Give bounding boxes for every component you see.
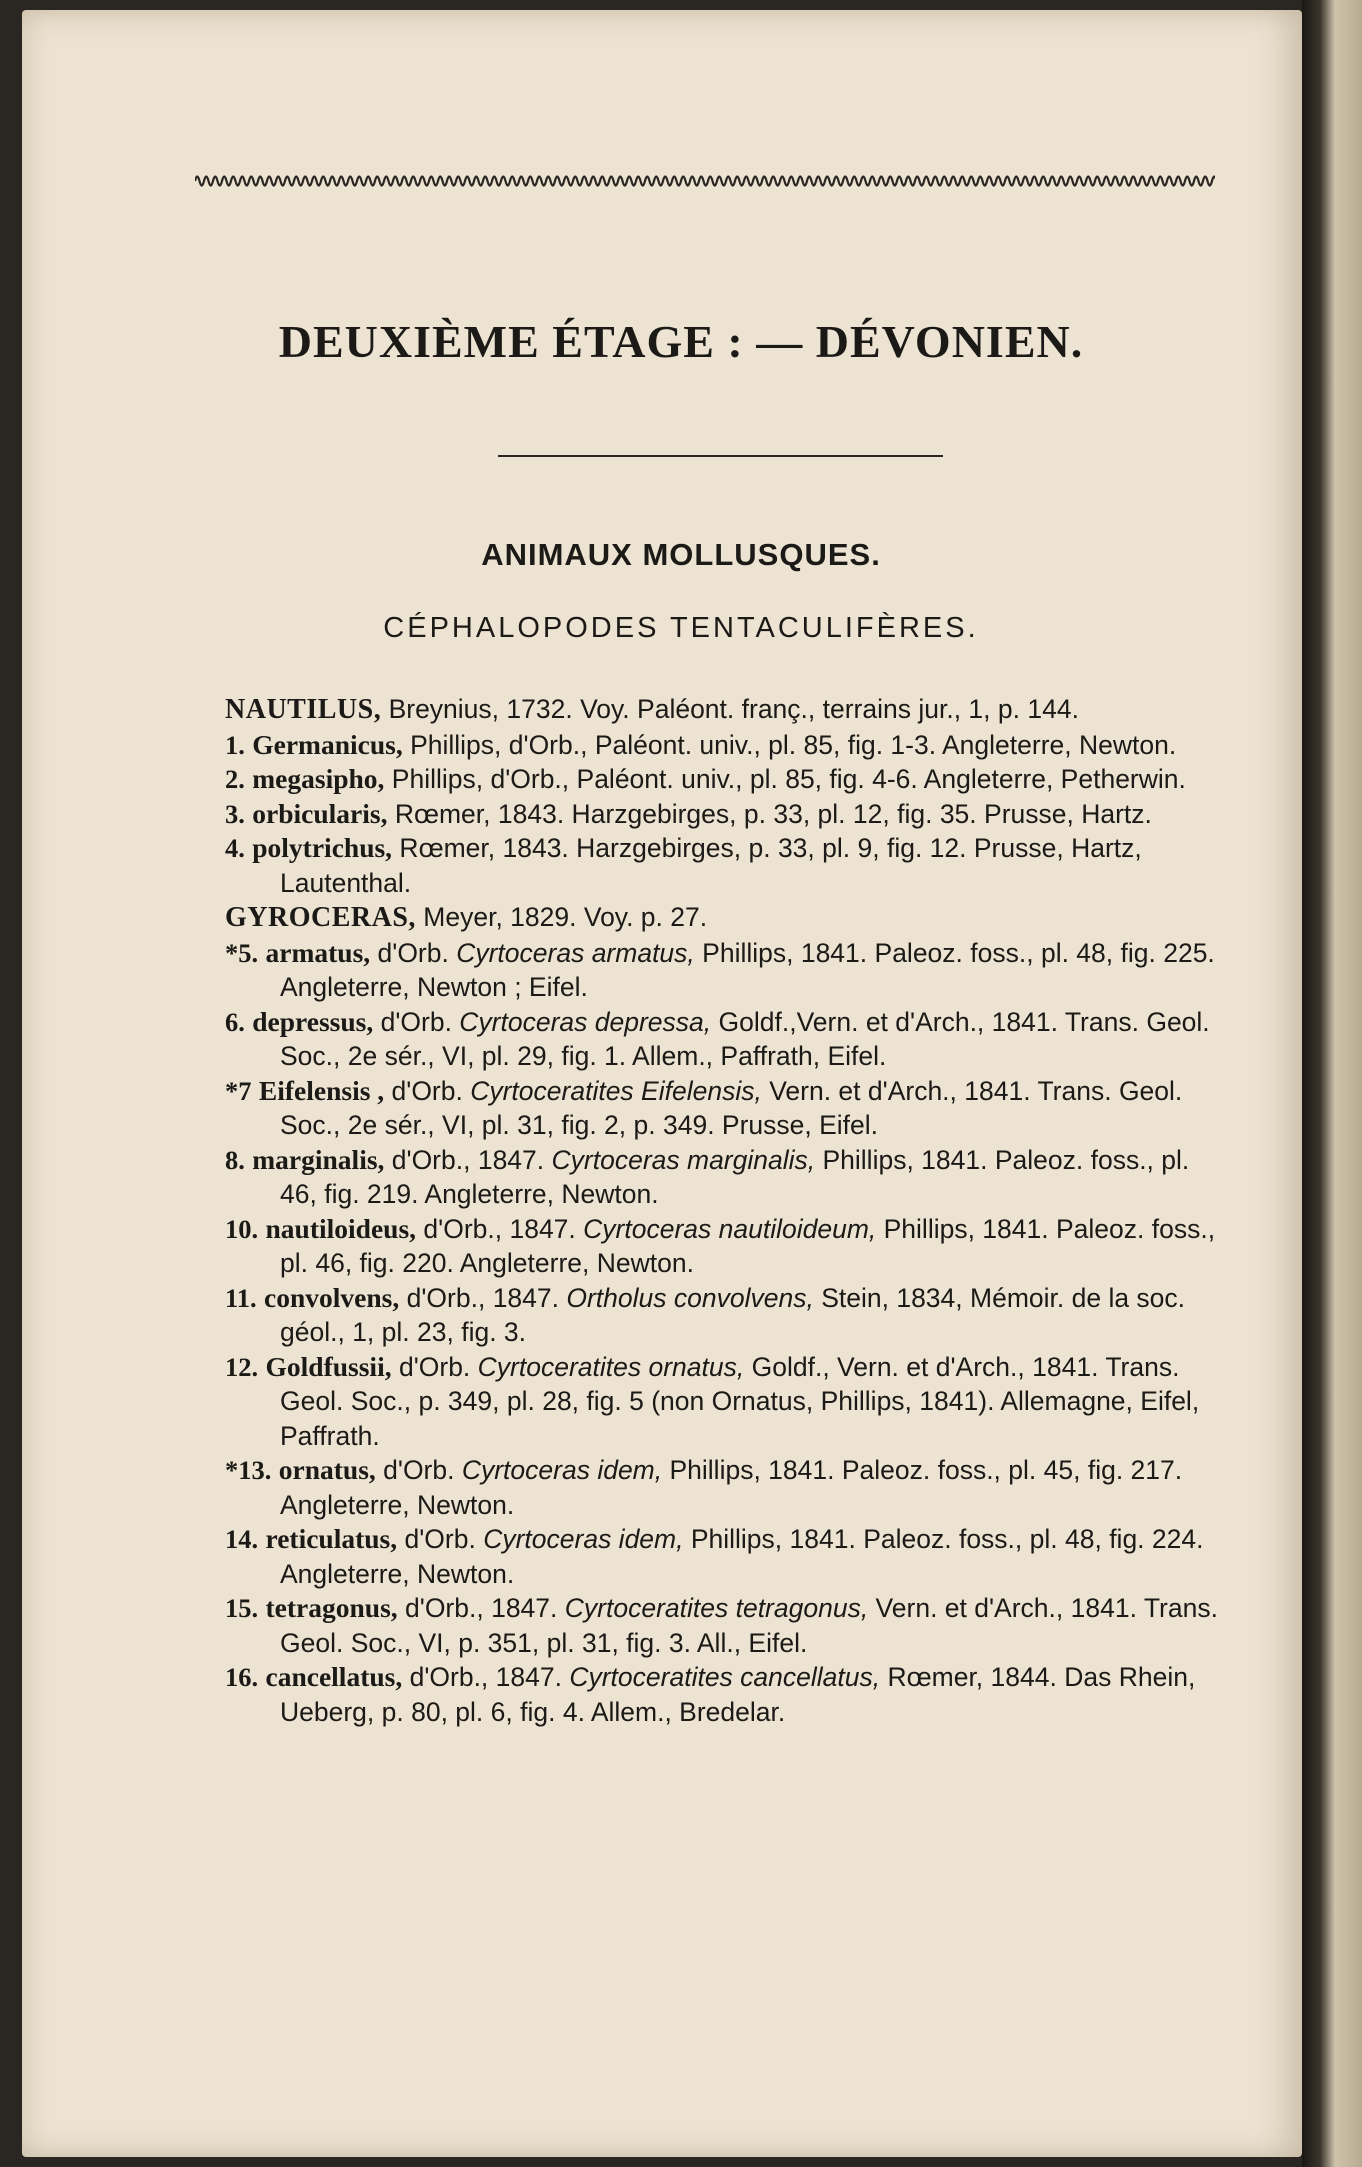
species-name: Germanicus,: [252, 728, 403, 760]
subsection-heading: CÉPHALOPODES TENTACULIFÈRES.: [383, 612, 979, 644]
wave-ornament-icon: [195, 170, 1215, 192]
species-name: polytrichus,: [252, 832, 393, 863]
list-item: *5. armatus, d'Orb. Cyrtoceras armatus, Phillips, 1841. Paleoz. foss., pl. 48, fig. 225. Angleterre, Newton ; Eifel.: [225, 936, 1215, 1002]
genus-name: GYROCERAS,: [225, 902, 416, 933]
list-item: GYROCERAS, Meyer, 1829. Voy. p. 27.: [225, 902, 708, 933]
list-item: 16. cancellatus, d'Orb., 1847. Cyrtoceratites cancellatus, Rœmer, 1844. Das Rhein, Ueberg, p. 80, pl. 6, fig. 4. Allem., Bredelar.: [225, 1661, 1196, 1727]
genus-name: NAUTILUS,: [225, 694, 382, 725]
list-item: *7 Eifelensis , d'Orb. Cyrtoceratites Eifelensis, Vern. et d'Arch., 1841. Trans. Geol. Soc., 2e sér., VI, pl. 31, fig. 2, p. 349. Prusse, Eifel.: [225, 1074, 1183, 1140]
section-heading: ANIMAUX MOLLUSQUES.: [481, 537, 881, 572]
species-name: armatus,: [265, 936, 371, 968]
list-item: *13. ornatus, d'Orb. Cyrtoceras idem, Phillips, 1841. Paleoz. foss., pl. 45, fig. 217. Angleterre, Newton.: [225, 1454, 1183, 1520]
species-name: Goldfussii,: [265, 1350, 392, 1382]
list-item: 12. Goldfussii, d'Orb. Cyrtoceratites ornatus, Goldf., Vern. et d'Arch., 1841. Trans. Geol. Soc., p. 349, pl. 28, fig. 5 (non Ornatus, Phillips, 1841). Allemagne, Eifel, Paffrath.: [225, 1350, 1200, 1451]
list-item: NAUTILUS, Breynius, 1732. Voy. Paléont. franç., terrains jur., 1, p. 144.: [225, 694, 1079, 725]
species-name: tetragonus,: [265, 1592, 398, 1623]
species-name: orbicularis,: [252, 797, 388, 829]
list-item: 11. convolvens, d'Orb., 1847. Ortholus convolvens, Stein, 1834, Mémoir. de la soc. géol., 1, pl. 23, fig. 3.: [225, 1281, 1186, 1347]
species-name: megasipho,: [252, 763, 385, 794]
species-name: Eifelensis ,: [258, 1074, 385, 1106]
species-name: ornatus,: [278, 1454, 376, 1485]
decorative-wave-border: [195, 170, 1215, 192]
species-name: convolvens,: [264, 1281, 400, 1313]
list-item: 10. nautiloideus, d'Orb., 1847. Cyrtoceras nautiloideum, Phillips, 1841. Paleoz. foss., pl. 46, fig. 220. Angleterre, Newton.: [225, 1212, 1216, 1278]
list-item: 1. Germanicus, Phillips, d'Orb., Paléont. univ., pl. 85, fig. 1-3. Angleterre, Newton.: [225, 728, 1177, 760]
list-item: 4. polytrichus, Rœmer, 1843. Harzgebirges, p. 33, pl. 9, fig. 12. Prusse, Hartz, Lautenthal.: [225, 832, 1142, 898]
list-item: 2. megasipho, Phillips, d'Orb., Paléont. univ., pl. 85, fig. 4-6. Angleterre, Petherwin.: [225, 763, 1186, 794]
list-item: 8. marginalis, d'Orb., 1847. Cyrtoceras marginalis, Phillips, 1841. Paleoz. foss., pl. 46, fig. 219. Angleterre, Newton.: [225, 1143, 1190, 1209]
list-item: 3. orbicularis, Rœmer, 1843. Harzgebirges, p. 33, pl. 12, fig. 35. Prusse, Hartz.: [225, 797, 1152, 829]
species-name: reticulatus,: [265, 1523, 398, 1554]
species-list: [225, 692, 1230, 1729]
title-divider: [498, 455, 943, 457]
species-name: depressus,: [252, 1005, 374, 1037]
species-name: marginalis,: [252, 1143, 385, 1175]
page-title: DEUXIÈME ÉTAGE : — DÉVONIEN.: [278, 316, 1084, 367]
species-name: cancellatus,: [265, 1661, 403, 1692]
list-item: 15. tetragonus, d'Orb., 1847. Cyrtoceratites tetragonus, Vern. et d'Arch., 1841. Trans. Geol. Soc., VI, p. 351, pl. 31, fig. 3. All., Eifel.: [225, 1592, 1218, 1658]
list-item: 14. reticulatus, d'Orb. Cyrtoceras idem, Phillips, 1841. Paleoz. foss., pl. 48, fig. 224. Angleterre, Newton.: [225, 1523, 1204, 1589]
list-item: 6. depressus, d'Orb. Cyrtoceras depressa, Goldf.,Vern. et d'Arch., 1841. Trans. Geol. Soc., 2e sér., VI, pl. 29, fig. 1. Allem., Paffrath, Eifel.: [225, 1005, 1210, 1071]
species-name: nautiloideus,: [265, 1212, 417, 1244]
